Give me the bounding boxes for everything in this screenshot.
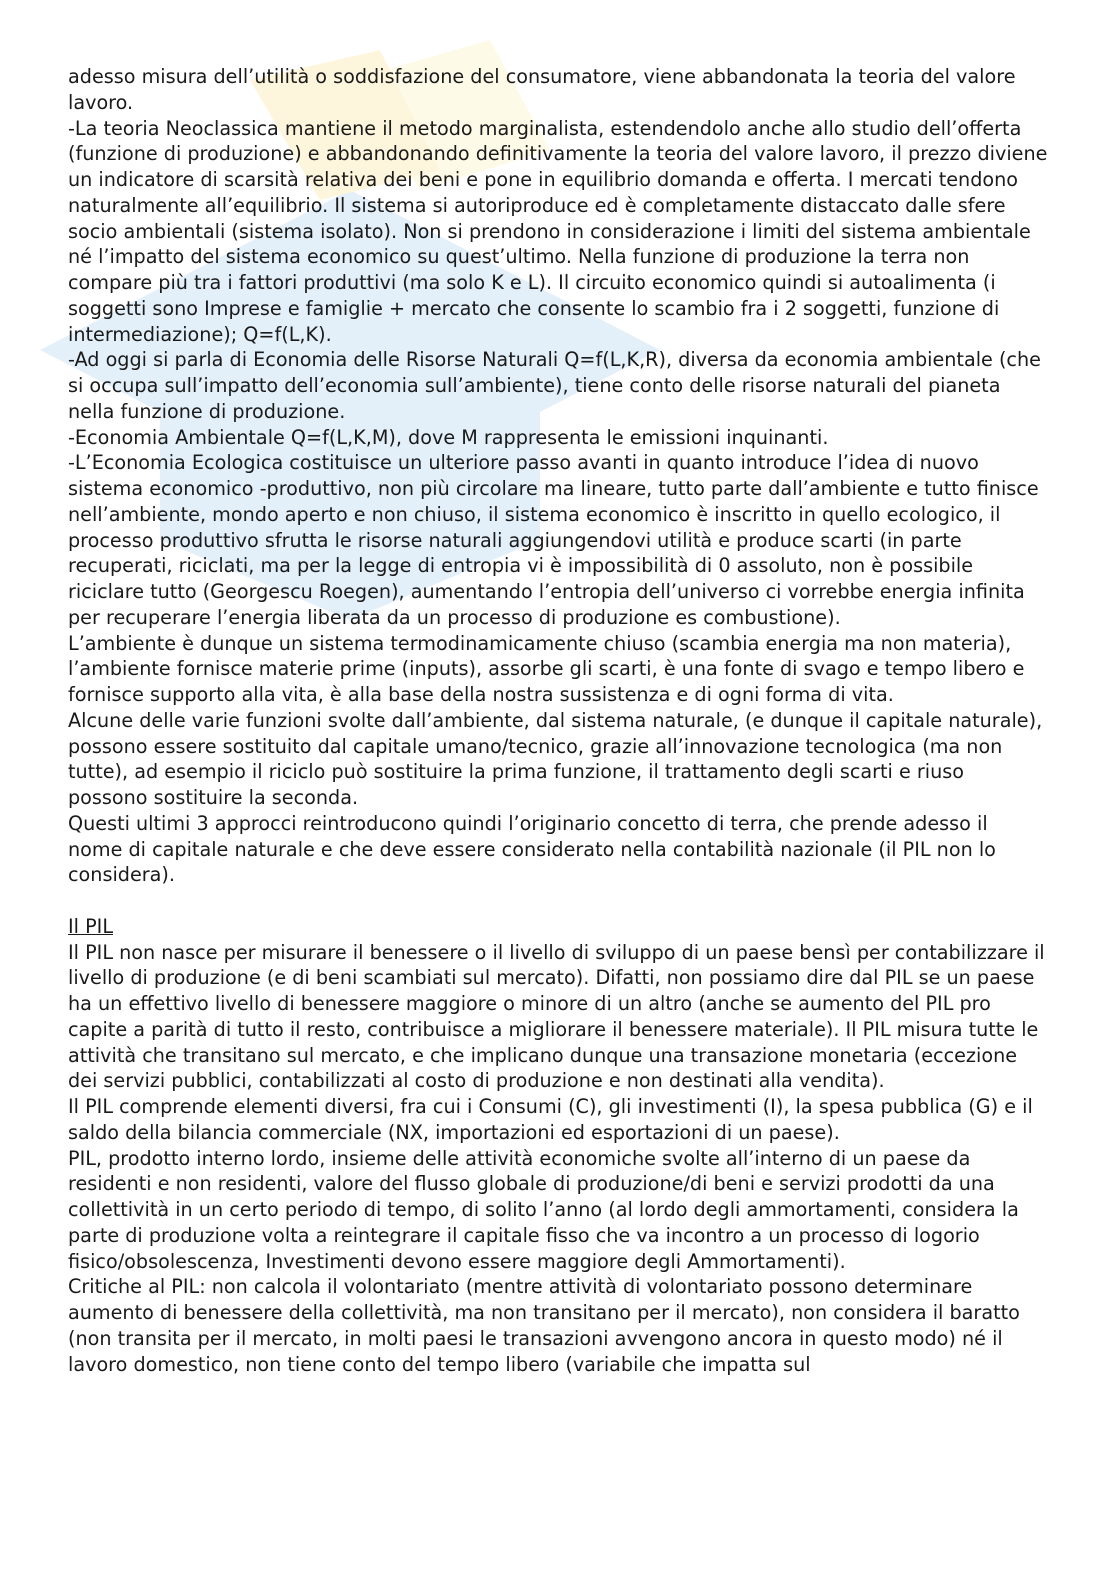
paragraph: Il PIL non nasce per misurare il benessere o il livello di sviluppo di un paese bensì per contabilizzare il livello di produzione (e di beni scambiati sul mercato). Difatti, non possiamo dire dal PIL se un paese ha un effettivo livello di benessere maggiore o minore di un altro (anche se aumento del PIL pro capite a parità di tutto il resto, contribuisce a migliorare il benessere materiale). Il PIL misura tutte le attività che transitano sul mercato, e che implicano dunque una transazione monetaria (eccezione dei servizi pubblici, contabilizzati al costo di produzione e non destinati alla vendita).: [68, 940, 1045, 1093]
paragraph: PIL, prodotto interno lordo, insieme delle attività economiche svolte all’interno di un paese da residenti e non residenti, valore del flusso globale di produzione/di beni e servizi prodotti da una collettività in un certo periodo di tempo, di solito l’anno (al lordo degli ammortamenti, considera la parte di produzione volta a reintegrare il capitale fisso che va incontro a un processo di logorio fisico/obsolescenza, Investimenti devono essere maggiore degli Ammortamenti).: [68, 1146, 1019, 1273]
section-heading: Il PIL: [68, 914, 114, 938]
paragraph: -Ad oggi si parla di Economia delle Risorse Naturali Q=f(L,K,R), diversa da economia ambientale (che si occupa sull’impatto dell’economia sull’ambiente), tiene conto delle risorse naturali del pianeta nella funzione di produzione.: [68, 348, 1041, 423]
paragraph: -La teoria Neoclassica mantiene il metodo marginalista, estendendolo anche allo studio dell’offerta (funzione di produzione) e abbandonando definitivamente la teoria del valore lavoro, il prezzo diviene un indicatore di scarsità relativa dei beni e pone in equilibrio domanda e offerta. I mercati tendono naturalmente all’equilibrio. Il sistema si autoriproduce ed è completamente distaccato dalle sfere socio ambientali (sistema isolato). Non si prendono in considerazione i limiti del sistema ambientale né l’impatto del sistema economico su quest’ultimo. Nella funzione di produzione la terra non compare più tra i fattori produttivi (ma solo K e L). Il circuito economico quindi si autoalimenta (i soggetti sono Imprese e famiglie + mercato che consente lo scambio fra i 2 soggetti, funzione di intermediazione); Q=f(L,K).: [68, 116, 1048, 346]
paragraph: L’ambiente è dunque un sistema termodinamicamente chiuso (scambia energia ma non materia), l’ambiente fornisce materie prime (inputs), assorbe gli scarti, è una fonte di svago e tempo libero e fornisce supporto alla vita, è alla base della nostra sussistenza e di ogni forma di vita.: [68, 631, 1025, 706]
paragraph: Il PIL comprende elementi diversi, fra cui i Consumi (C), gli investimenti (I), la spesa pubblica (G) e il saldo della bilancia commerciale (NX, importazioni ed esportazioni di un paese).: [68, 1095, 1033, 1144]
paragraph: Questi ultimi 3 approcci reintroducono quindi l’originario concetto di terra, che prende adesso il nome di capitale naturale e che deve essere considerato nella contabilità nazionale (il PIL non lo considera).: [68, 811, 996, 887]
paragraph: adesso misura dell’utilità o soddisfazione del consumatore, viene abbandonata la teoria del valore lavoro.: [68, 65, 1016, 114]
paragraph: Alcune delle varie funzioni svolte dall’ambiente, dal sistema naturale, (e dunque il capitale naturale), possono essere sostituito dal capitale umano/tecnico, grazie all’innovazione tecnologica (ma non tutte), ad esempio il riciclo può sostituire la prima funzione, il trattamento degli scarti e riuso possono sostituire la seconda.: [68, 708, 1043, 809]
paragraph: -L’Economia Ecologica costituisce un ulteriore passo avanti in quanto introduce l’idea di nuovo sistema economico -produttivo, non più circolare ma lineare, tutto parte dall’ambiente e tutto finisce nell’ambiente, mondo aperto e non chiuso, il sistema economico è inscritto in quello ecologico, il processo produttivo sfrutta le risorse naturali aggiungendovi utilità e produce scarti (in parte recuperati, riciclati, ma per la legge di entropia vi è impossibilità di 0 assoluto, non è possibile riciclare tutto (Georgescu Roegen), aumentando l’entropia dell’universo ci vorrebbe energia infinita per recuperare l’energia liberata da un processo di produzione es combustione).: [68, 451, 1039, 629]
document-body: [68, 64, 1048, 1377]
blank-line: [68, 888, 1048, 914]
paragraph: -Economia Ambientale Q=f(L,K,M), dove M rappresenta le emissioni inquinanti.: [68, 425, 829, 449]
paragraph: Critiche al PIL: non calcola il volontariato (mentre attività di volontariato possono determinare aumento di benessere della collettività, ma non transitano per il mercato), non considera il baratto (non transita per il mercato, in molti paesi le transazioni avvengono ancora in questo modo) né il lavoro domestico, non tiene conto del tempo libero (variabile che impatta sul: [68, 1275, 1020, 1376]
